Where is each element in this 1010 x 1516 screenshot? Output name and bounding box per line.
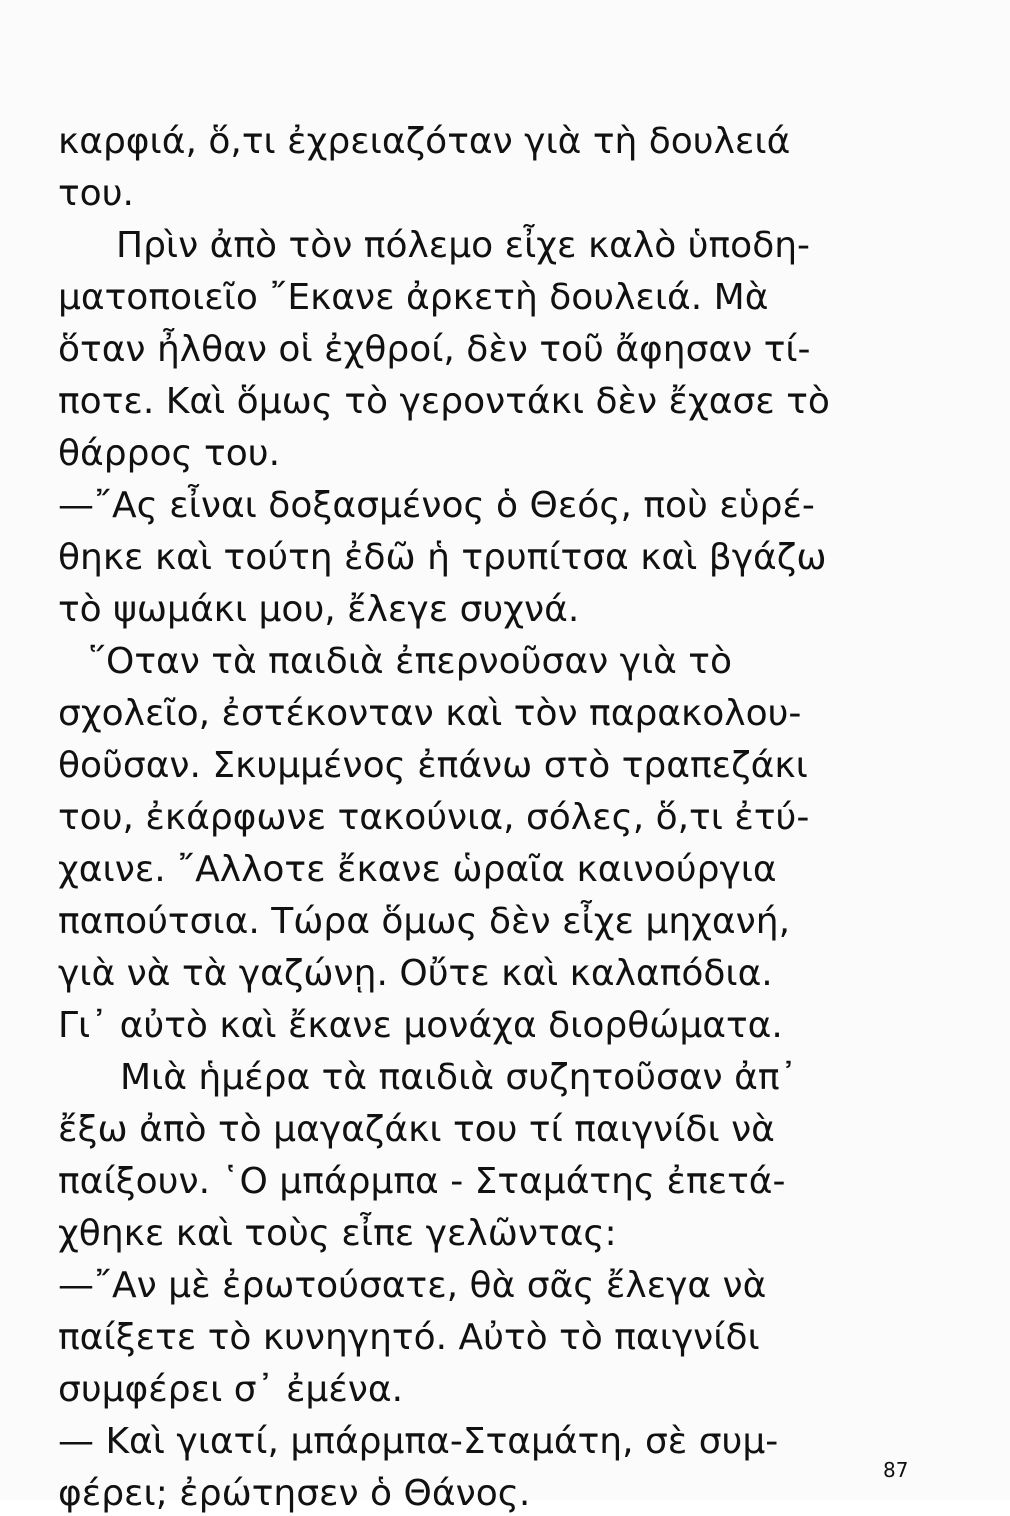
text-line: του. <box>58 173 134 214</box>
text-line: χθηκε καὶ τοὺς εἶπε γελῶντας: <box>58 1213 617 1254</box>
text-line: ματοποιεῖο ῎Εκανε ἀρκετὴ δουλειά. Μὰ <box>58 277 769 318</box>
text-line: καρφιά, ὅ,τι ἐχρειαζόταν γιὰ τὴ δουλειά <box>58 121 791 162</box>
page-number: 87 <box>883 1458 909 1482</box>
text-line: παίξετε τὸ κυνηγητό. Αὐτὸ τὸ παιγνίδι <box>58 1317 760 1358</box>
text-line: θοῦσαν. Σκυμμένος ἐπάνω στὸ τραπεζάκι <box>58 745 808 786</box>
text-line: φέρει; ἐρώτησεν ὁ Θάνος. <box>58 1473 531 1514</box>
text-line: θηκε καὶ τούτη ἐδῶ ἡ τρυπίτσα καὶ βγάζω <box>58 537 827 578</box>
text-line: ῞Οταν τὰ παιδιὰ ἐπερνοῦσαν γιὰ τὸ <box>88 641 732 682</box>
text-line: γιὰ νὰ τὰ γαζώνῃ. Οὔτε καὶ καλαπόδια. <box>58 953 773 994</box>
text-line: Γι᾿ αὐτὸ καὶ ἔκανε μονάχα διορθώματα. <box>58 1005 783 1046</box>
text-line: παπούτσια. Τώρα ὅμως δὲν εἶχε μηχανή, <box>58 901 791 942</box>
text-line: τὸ ψωμάκι μου, ἔλεγε συχνά. <box>58 589 580 630</box>
text-line: του, ἐκάρφωνε τακούνια, σόλες, ὅ,τι ἐτύ- <box>58 797 810 838</box>
text-line: σχολεῖο, ἐστέκονταν καὶ τὸν παρακολου- <box>58 693 802 734</box>
text-line: συμφέρει σ᾿ ἐμένα. <box>58 1369 404 1410</box>
text-line: — Καὶ γιατί, μπάρμπα-Σταμάτη, σὲ συμ- <box>58 1421 779 1462</box>
text-line: ποτε. Καὶ ὅμως τὸ γεροντάκι δὲν ἔχασε τὸ <box>58 381 830 422</box>
text-line: παίξουν. ῾Ο μπάρμπα - Σταμάτης ἐπετά- <box>58 1161 786 1202</box>
text-line: Μιὰ ἡμέρα τὰ παιδιὰ συζητοῦσαν ἀπ᾿ <box>120 1057 798 1098</box>
text-line: —῎Ας εἶναι δοξασμένος ὁ Θεός, ποὺ εὑρέ- <box>58 485 815 526</box>
text-line: ὅταν ἦλθαν οἱ ἐχθροί, δὲν τοῦ ἄφησαν τί- <box>58 329 811 370</box>
text-line: ἔξω ἀπὸ τὸ μαγαζάκι του τί παιγνίδι νὰ <box>58 1109 775 1150</box>
text-line: —῎Αν μὲ ἐρωτούσατε, θὰ σᾶς ἔλεγα νὰ <box>58 1265 767 1306</box>
text-line: Πρὶν ἀπὸ τὸν πόλεμο εἶχε καλὸ ὑποδη- <box>116 225 811 266</box>
text-line: θάρρος του. <box>58 433 281 474</box>
text-line: χαινε. ῎Αλλοτε ἔκανε ὡραῖα καινούργια <box>58 849 777 890</box>
